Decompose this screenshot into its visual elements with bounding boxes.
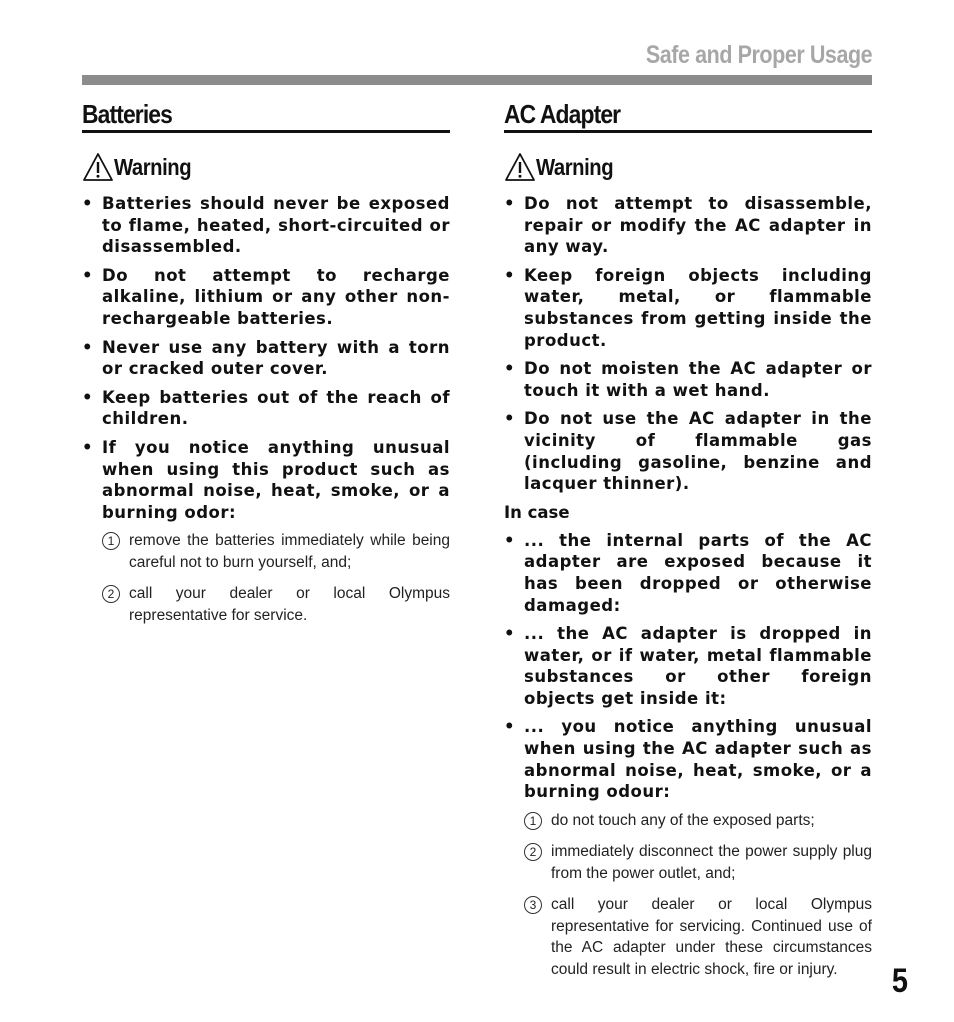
in-case-list: [504, 530, 872, 803]
warning-label: Warning: [536, 153, 614, 180]
ac-adapter-section: [504, 98, 872, 990]
step-item: 2 call your dealer or local Olympus representative for service.: [82, 583, 450, 626]
list-item: • Never use any battery with a torn or cracked outer cover.: [82, 337, 450, 379]
list-item: • Keep foreign objects including water, metal, or flammable substances from getting inside the product.: [504, 265, 872, 350]
list-item: • ... the internal parts of the AC adapter are exposed because it has been dropped or otherwise damaged:: [504, 530, 872, 615]
page-number: 5: [891, 962, 908, 1000]
in-case-heading: In case: [504, 502, 570, 522]
step-item: 2 immediately disconnect the power supply plug from the power outlet, and;: [504, 841, 872, 884]
ac-adapter-warning-list: [504, 193, 872, 495]
batteries-section: [82, 98, 450, 636]
list-item: • Keep batteries out of the reach of children.: [82, 387, 450, 429]
step-number: 1: [102, 532, 120, 550]
list-item: • Do not attempt to disassemble, repair or modify the AC adapter in any way.: [504, 194, 872, 257]
step-item: 1 remove the batteries immediately while being careful not to burn yourself, and;: [82, 530, 450, 573]
ac-adapter-steps: [504, 810, 872, 981]
batteries-steps: [82, 530, 450, 626]
step-number: 3: [524, 896, 542, 914]
header-divider: [82, 75, 872, 85]
list-item: • If you notice anything unusual when using this product such as abnormal noise, heat, smoke, or a burning odor:: [82, 437, 450, 522]
list-item: • ... the AC adapter is dropped in water, or if water, metal flammable substances or other foreign objects get inside it:: [504, 624, 872, 708]
list-item: • ... you notice anything unusual when using the AC adapter such as abnormal noise, heat, smoke, or a burning odour:: [504, 717, 872, 802]
list-item: • Batteries should never be exposed to flame, heated, short-circuited or disassembled.: [82, 194, 450, 257]
warning-triangle-icon: [82, 152, 114, 182]
step-number: 1: [524, 812, 542, 830]
list-item: • Do not moisten the AC adapter or touch it with a wet hand.: [504, 359, 872, 400]
batteries-title: Batteries: [82, 98, 450, 133]
step-item: 1 do not touch any of the exposed parts;: [504, 810, 872, 832]
list-item: • Do not attempt to recharge alkaline, lithium or any other non-rechargeable batteries.: [82, 265, 450, 328]
batteries-warning-list: [82, 193, 450, 523]
header-title: Safe and Proper Usage: [645, 41, 872, 69]
step-number: 2: [102, 585, 120, 603]
warning-triangle-icon: [504, 152, 536, 182]
list-item: • Do not use the AC adapter in the vicinity of flammable gas (including gasoline, benzine and lacquer thinner).: [504, 409, 872, 494]
batteries-warning-heading: [82, 151, 450, 183]
step-number: 2: [524, 843, 542, 861]
warning-label: Warning: [114, 153, 192, 180]
step-item: 3 call your dealer or local Olympus representative for servicing. Continued use of the AC adapter under these circumstances could result in electric shock, fire or injury.: [504, 894, 872, 980]
ac-adapter-title: AC Adapter: [504, 98, 872, 133]
ac-adapter-warning-heading: [504, 151, 872, 183]
